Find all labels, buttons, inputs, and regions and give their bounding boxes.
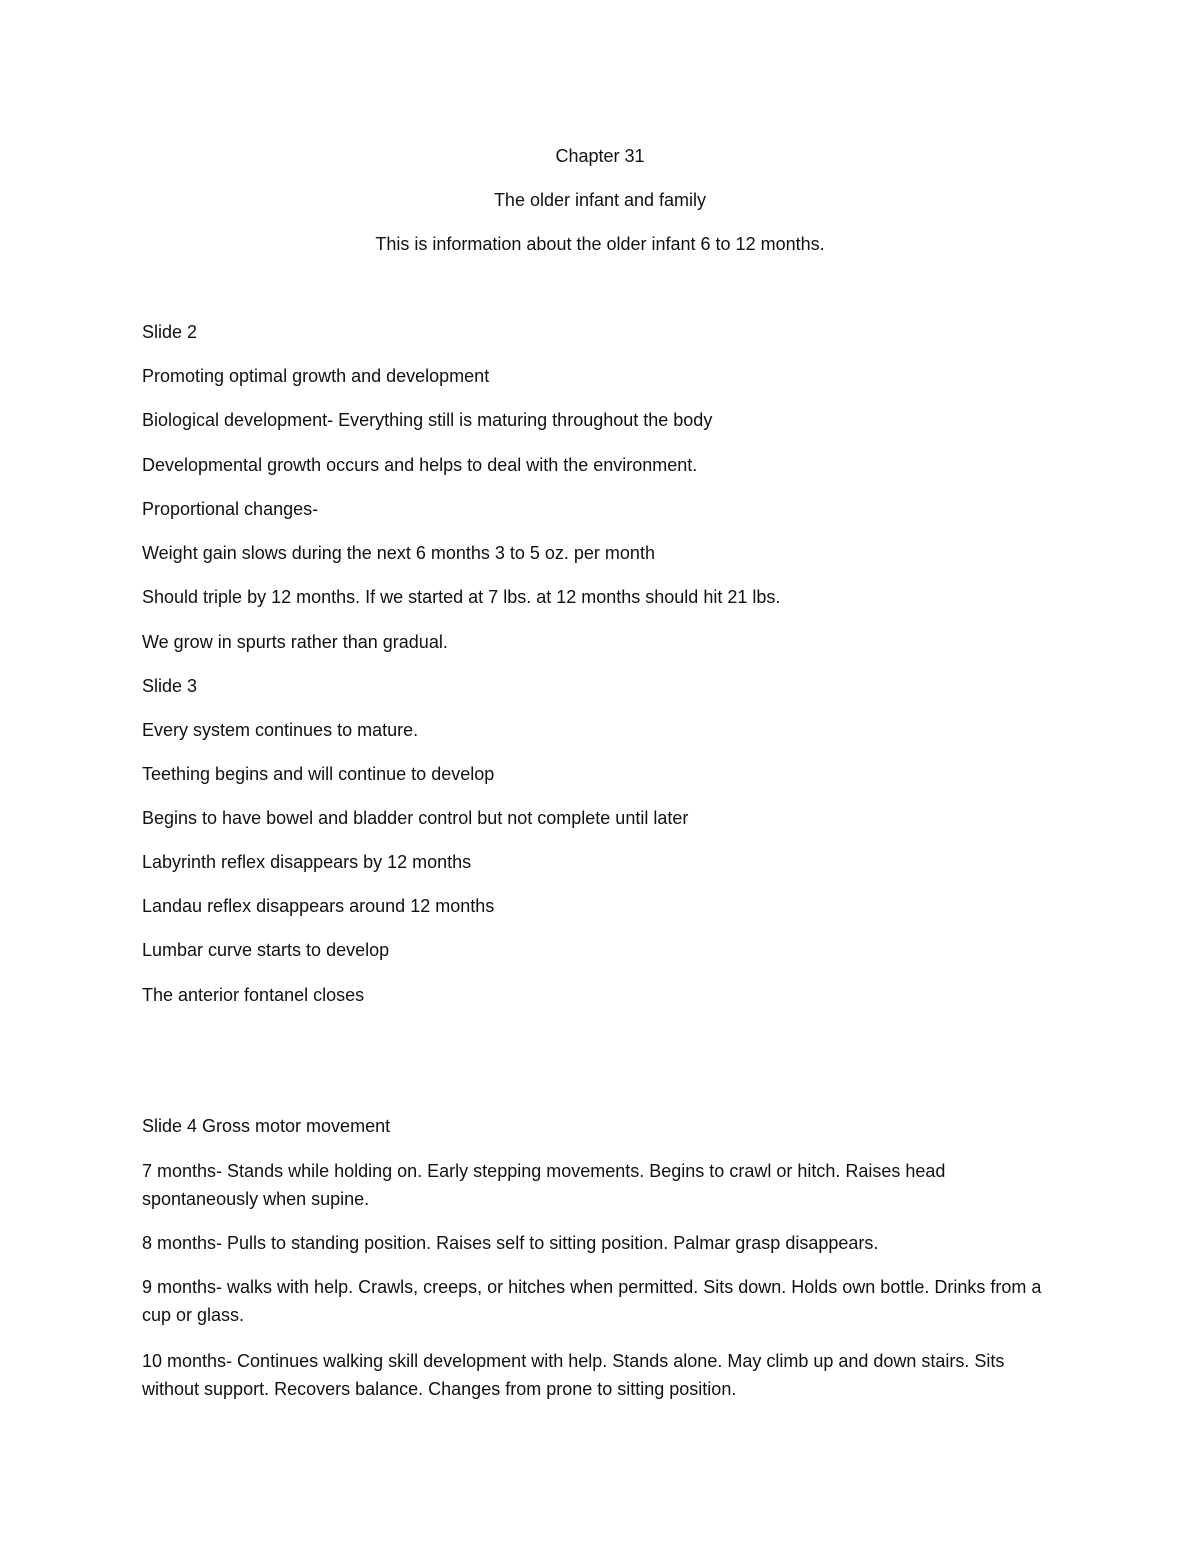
- slide-2-line: Proportional changes-: [142, 499, 319, 519]
- slide-2-line: Developmental growth occurs and helps to deal with the environment.: [142, 455, 698, 475]
- slide-4-paragraph: 9 months- walks with help. Crawls, creeps, or hitches when permitted. Sits down. Holds own bottle. Drinks from a cup or glass.: [142, 1277, 1042, 1325]
- slide-2-line: Biological development- Everything still is maturing throughout the body: [142, 410, 713, 430]
- intro-text: This is information about the older infant 6 to 12 months.: [375, 234, 825, 254]
- slide-3-line: Teething begins and will continue to develop: [142, 764, 495, 784]
- slide-3-line: The anterior fontanel closes: [142, 985, 365, 1005]
- slide-4-heading: Slide 4 Gross motor movement: [142, 1116, 391, 1136]
- slide-2-heading: Slide 2: [142, 322, 198, 342]
- slide-3-line: Labyrinth reflex disappears by 12 months: [142, 852, 472, 872]
- slide-3-line: Lumbar curve starts to develop: [142, 940, 390, 960]
- slide-4-paragraph: 8 months- Pulls to standing position. Raises self to sitting position. Palmar grasp disappears.: [142, 1233, 879, 1253]
- chapter-title: The older infant and family: [493, 190, 707, 210]
- slide-3-line: Landau reflex disappears around 12 months: [142, 896, 495, 916]
- slide-2-line: We grow in spurts rather than gradual.: [142, 632, 448, 652]
- slide-2-line: Should triple by 12 months. If we started at 7 lbs. at 12 months should hit 21 lbs.: [142, 587, 781, 607]
- slide-3-heading: Slide 3: [142, 676, 198, 696]
- slide-2-line: Weight gain slows during the next 6 months 3 to 5 oz. per month: [142, 543, 655, 563]
- chapter-heading: Chapter 31: [555, 146, 645, 166]
- slide-4-paragraph: 7 months- Stands while holding on. Early stepping movements. Begins to crawl or hitch. Raises head spontaneously when supine.: [142, 1161, 946, 1209]
- slide-3-line: Every system continues to mature.: [142, 720, 419, 740]
- slide-2-line: Promoting optimal growth and development: [142, 366, 490, 386]
- slide-3-line: Begins to have bowel and bladder control but not complete until later: [142, 808, 689, 828]
- slide-4-paragraph: 10 months- Continues walking skill development with help. Stands alone. May climb up and down stairs. Sits without support. Recovers balance. Changes from prone to sitting position.: [142, 1351, 1005, 1399]
